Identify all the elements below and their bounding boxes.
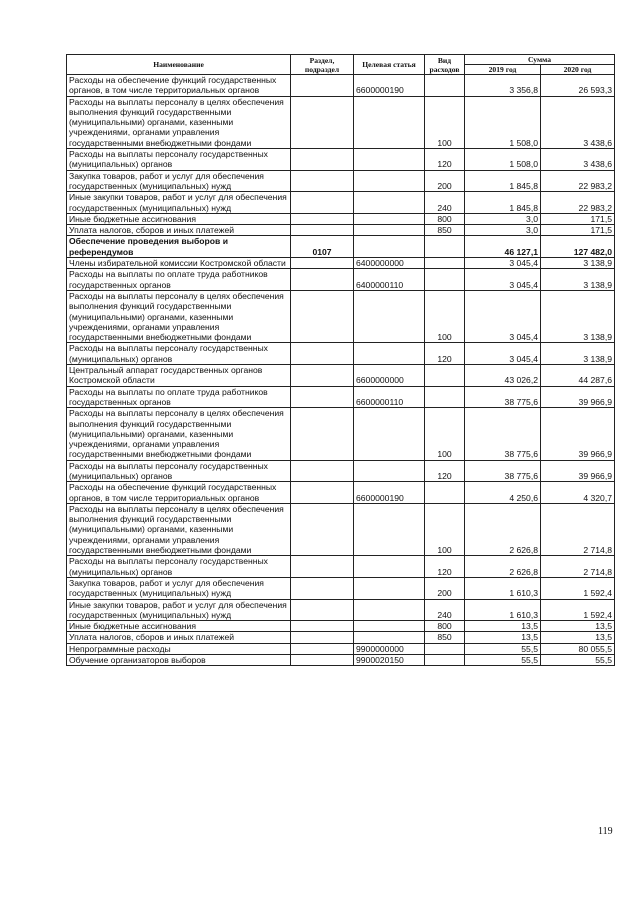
table-row [67, 213, 615, 224]
row-article-cell [354, 192, 425, 214]
row-article-cell [354, 225, 425, 236]
row-name-cell: Иные закупки товаров, работ и услуг для обеспечения государственных (муниципальных) нужд [67, 192, 291, 214]
row-2020-cell: 39 966,9 [541, 408, 615, 460]
row-type-cell [425, 643, 465, 654]
table-row [67, 621, 615, 632]
row-section-cell [291, 365, 354, 387]
row-name-cell: Расходы на выплаты персоналу государственных (муниципальных) органов [67, 149, 291, 171]
table-row [67, 482, 615, 504]
row-2020-cell: 13,5 [541, 632, 615, 643]
row-name-cell: Непрограммные расходы [67, 643, 291, 654]
row-section-cell [291, 213, 354, 224]
row-2020-cell: 3 138,9 [541, 269, 615, 291]
header-article: Целевая статья [354, 55, 425, 75]
row-2019-cell: 46 127,1 [465, 236, 541, 258]
row-2019-cell: 38 775,6 [465, 386, 541, 408]
row-name-cell: Центральный аппарат государственных органов Костромской области [67, 365, 291, 387]
table-row [67, 655, 615, 666]
row-type-cell: 100 [425, 96, 465, 148]
row-2019-cell: 38 775,6 [465, 408, 541, 460]
row-type-cell: 240 [425, 599, 465, 621]
row-name-cell: Уплата налогов, сборов и иных платежей [67, 632, 291, 643]
row-section-cell [291, 556, 354, 578]
table-row [67, 96, 615, 148]
table-row [67, 258, 615, 269]
table-row [67, 365, 615, 387]
row-section-cell [291, 482, 354, 504]
row-type-cell: 800 [425, 621, 465, 632]
row-name-cell: Расходы на выплаты по оплате труда работников государственных органов [67, 386, 291, 408]
row-name-cell: Уплата налогов, сборов и иных платежей [67, 225, 291, 236]
table-row [67, 408, 615, 460]
table-row [67, 192, 615, 214]
row-2019-cell: 1 508,0 [465, 96, 541, 148]
page-number: 119 [598, 826, 613, 837]
table-body [67, 75, 615, 666]
row-2020-cell: 55,5 [541, 655, 615, 666]
row-name-cell: Иные бюджетные ассигнования [67, 621, 291, 632]
table-header [67, 55, 615, 75]
row-name-cell: Расходы на выплаты персоналу государственных (муниципальных) органов [67, 460, 291, 482]
row-type-cell: 100 [425, 290, 465, 342]
row-2019-cell: 55,5 [465, 643, 541, 654]
row-article-cell [354, 343, 425, 365]
row-type-cell [425, 258, 465, 269]
row-2019-cell: 1 610,3 [465, 577, 541, 599]
row-name-cell: Иные бюджетные ассигнования [67, 213, 291, 224]
row-article-cell: 9900000000 [354, 643, 425, 654]
row-name-cell: Закупка товаров, работ и услуг для обеспечения государственных (муниципальных) нужд [67, 170, 291, 192]
row-2020-cell: 22 983,2 [541, 170, 615, 192]
table-row [67, 503, 615, 555]
row-2020-cell: 171,5 [541, 225, 615, 236]
row-article-cell [354, 621, 425, 632]
row-section-cell [291, 225, 354, 236]
row-2019-cell: 3 045,4 [465, 343, 541, 365]
row-type-cell: 100 [425, 503, 465, 555]
row-2019-cell: 1 508,0 [465, 149, 541, 171]
row-section-cell [291, 503, 354, 555]
row-2020-cell: 3 438,6 [541, 96, 615, 148]
row-section-cell [291, 408, 354, 460]
row-section-cell [291, 386, 354, 408]
row-2020-cell: 3 438,6 [541, 149, 615, 171]
row-name-cell: Обучение организаторов выборов [67, 655, 291, 666]
table-row [67, 269, 615, 291]
table-row [67, 386, 615, 408]
row-type-cell [425, 236, 465, 258]
row-type-cell [425, 365, 465, 387]
row-type-cell [425, 655, 465, 666]
row-type-cell: 240 [425, 192, 465, 214]
row-article-cell [354, 460, 425, 482]
row-2019-cell: 3 356,8 [465, 75, 541, 97]
table-row [67, 236, 615, 258]
row-article-cell [354, 577, 425, 599]
row-section-cell [291, 599, 354, 621]
budget-table-sheet [66, 54, 614, 666]
row-2019-cell: 38 775,6 [465, 460, 541, 482]
header-section: Раздел, подраздел [291, 55, 354, 75]
row-2020-cell: 2 714,8 [541, 556, 615, 578]
table-row [67, 632, 615, 643]
row-section-cell [291, 290, 354, 342]
row-2020-cell: 22 983,2 [541, 192, 615, 214]
row-article-cell [354, 149, 425, 171]
row-2019-cell: 43 026,2 [465, 365, 541, 387]
row-name-cell: Иные закупки товаров, работ и услуг для обеспечения государственных (муниципальных) нужд [67, 599, 291, 621]
table-row [67, 149, 615, 171]
row-2019-cell: 13,5 [465, 621, 541, 632]
row-type-cell: 800 [425, 213, 465, 224]
row-2020-cell: 171,5 [541, 213, 615, 224]
row-2019-cell: 3,0 [465, 213, 541, 224]
row-type-cell [425, 269, 465, 291]
row-article-cell [354, 170, 425, 192]
row-2019-cell: 55,5 [465, 655, 541, 666]
row-2019-cell: 2 626,8 [465, 556, 541, 578]
row-2019-cell: 13,5 [465, 632, 541, 643]
row-section-cell [291, 632, 354, 643]
row-2019-cell: 4 250,6 [465, 482, 541, 504]
header-sum: Сумма [465, 55, 615, 65]
table-row [67, 170, 615, 192]
row-2019-cell: 1 845,8 [465, 192, 541, 214]
budget-table [66, 54, 615, 666]
header-2019: 2019 год [465, 65, 541, 75]
table-row [67, 343, 615, 365]
header-2020: 2020 год [541, 65, 615, 75]
table-row [67, 599, 615, 621]
row-section-cell [291, 621, 354, 632]
row-article-cell: 6600000190 [354, 75, 425, 97]
row-name-cell: Расходы на выплаты персоналу в целях обеспечения выполнения функций государственными (муниципальными) органами, казенными учреждениями, органами управления государственными внебюджетными фондами [67, 96, 291, 148]
row-name-cell: Расходы на обеспечение функций государственных органов, в том числе территориальных органов [67, 75, 291, 97]
row-2019-cell: 2 626,8 [465, 503, 541, 555]
row-section-cell [291, 460, 354, 482]
row-article-cell: 9900020150 [354, 655, 425, 666]
row-2019-cell: 3,0 [465, 225, 541, 236]
row-2019-cell: 1 845,8 [465, 170, 541, 192]
row-2020-cell: 39 966,9 [541, 386, 615, 408]
row-name-cell: Расходы на выплаты персоналу в целях обеспечения выполнения функций государственными (муниципальными) органами, казенными учреждениями, органами управления государственными внебюджетными фондами [67, 503, 291, 555]
row-article-cell: 6600000000 [354, 365, 425, 387]
row-type-cell: 200 [425, 170, 465, 192]
row-section-cell: 0107 [291, 236, 354, 258]
row-section-cell [291, 258, 354, 269]
row-article-cell: 6400000000 [354, 258, 425, 269]
table-row [67, 460, 615, 482]
row-type-cell: 120 [425, 149, 465, 171]
row-type-cell: 200 [425, 577, 465, 599]
row-type-cell [425, 482, 465, 504]
table-row [67, 290, 615, 342]
row-2020-cell: 4 320,7 [541, 482, 615, 504]
row-type-cell: 120 [425, 343, 465, 365]
row-article-cell [354, 236, 425, 258]
row-name-cell: Расходы на выплаты персоналу государственных (муниципальных) органов [67, 343, 291, 365]
table-row [67, 556, 615, 578]
row-2020-cell: 44 287,6 [541, 365, 615, 387]
row-2020-cell: 1 592,4 [541, 577, 615, 599]
row-2019-cell: 3 045,4 [465, 290, 541, 342]
row-article-cell: 6600000190 [354, 482, 425, 504]
row-2020-cell: 3 138,9 [541, 290, 615, 342]
row-name-cell: Расходы на выплаты персоналу в целях обеспечения выполнения функций государственными (муниципальными) органами, казенными учреждениями, органами управления государственными внебюджетными фондами [67, 290, 291, 342]
row-article-cell [354, 290, 425, 342]
row-2020-cell: 3 138,9 [541, 258, 615, 269]
row-section-cell [291, 192, 354, 214]
row-article-cell [354, 213, 425, 224]
row-2020-cell: 3 138,9 [541, 343, 615, 365]
row-article-cell: 6400000110 [354, 269, 425, 291]
table-row [67, 577, 615, 599]
row-2019-cell: 1 610,3 [465, 599, 541, 621]
row-section-cell [291, 96, 354, 148]
row-2019-cell: 3 045,4 [465, 269, 541, 291]
row-section-cell [291, 170, 354, 192]
row-2020-cell: 2 714,8 [541, 503, 615, 555]
row-type-cell: 120 [425, 460, 465, 482]
row-2020-cell: 39 966,9 [541, 460, 615, 482]
row-type-cell: 100 [425, 408, 465, 460]
row-type-cell: 850 [425, 225, 465, 236]
table-row [67, 225, 615, 236]
row-section-cell [291, 655, 354, 666]
row-2019-cell: 3 045,4 [465, 258, 541, 269]
row-article-cell: 6600000110 [354, 386, 425, 408]
table-row [67, 75, 615, 97]
row-2020-cell: 13,5 [541, 621, 615, 632]
table-row [67, 643, 615, 654]
row-2020-cell: 1 592,4 [541, 599, 615, 621]
row-section-cell [291, 643, 354, 654]
row-2020-cell: 26 593,3 [541, 75, 615, 97]
row-type-cell [425, 75, 465, 97]
row-article-cell [354, 503, 425, 555]
row-2020-cell: 127 482,0 [541, 236, 615, 258]
row-name-cell: Расходы на выплаты персоналу в целях обеспечения выполнения функций государственными (муниципальными) органами, казенными учреждениями, органами управления государственными внебюджетными фондами [67, 408, 291, 460]
row-section-cell [291, 75, 354, 97]
row-name-cell: Расходы на выплаты по оплате труда работников государственных органов [67, 269, 291, 291]
row-name-cell: Расходы на обеспечение функций государственных органов, в том числе территориальных органов [67, 482, 291, 504]
row-article-cell [354, 556, 425, 578]
row-section-cell [291, 269, 354, 291]
row-name-cell: Закупка товаров, работ и услуг для обеспечения государственных (муниципальных) нужд [67, 577, 291, 599]
row-article-cell [354, 599, 425, 621]
row-type-cell: 120 [425, 556, 465, 578]
row-section-cell [291, 149, 354, 171]
row-article-cell [354, 96, 425, 148]
row-article-cell [354, 632, 425, 643]
row-name-cell: Члены избирательной комиссии Костромской области [67, 258, 291, 269]
row-name-cell: Обеспечение проведения выборов и референдумов [67, 236, 291, 258]
row-section-cell [291, 343, 354, 365]
header-name: Наименование [67, 55, 291, 75]
row-article-cell [354, 408, 425, 460]
row-section-cell [291, 577, 354, 599]
row-name-cell: Расходы на выплаты персоналу государственных (муниципальных) органов [67, 556, 291, 578]
header-type: Вид расходов [425, 55, 465, 75]
row-type-cell [425, 386, 465, 408]
row-type-cell: 850 [425, 632, 465, 643]
row-2020-cell: 80 055,5 [541, 643, 615, 654]
